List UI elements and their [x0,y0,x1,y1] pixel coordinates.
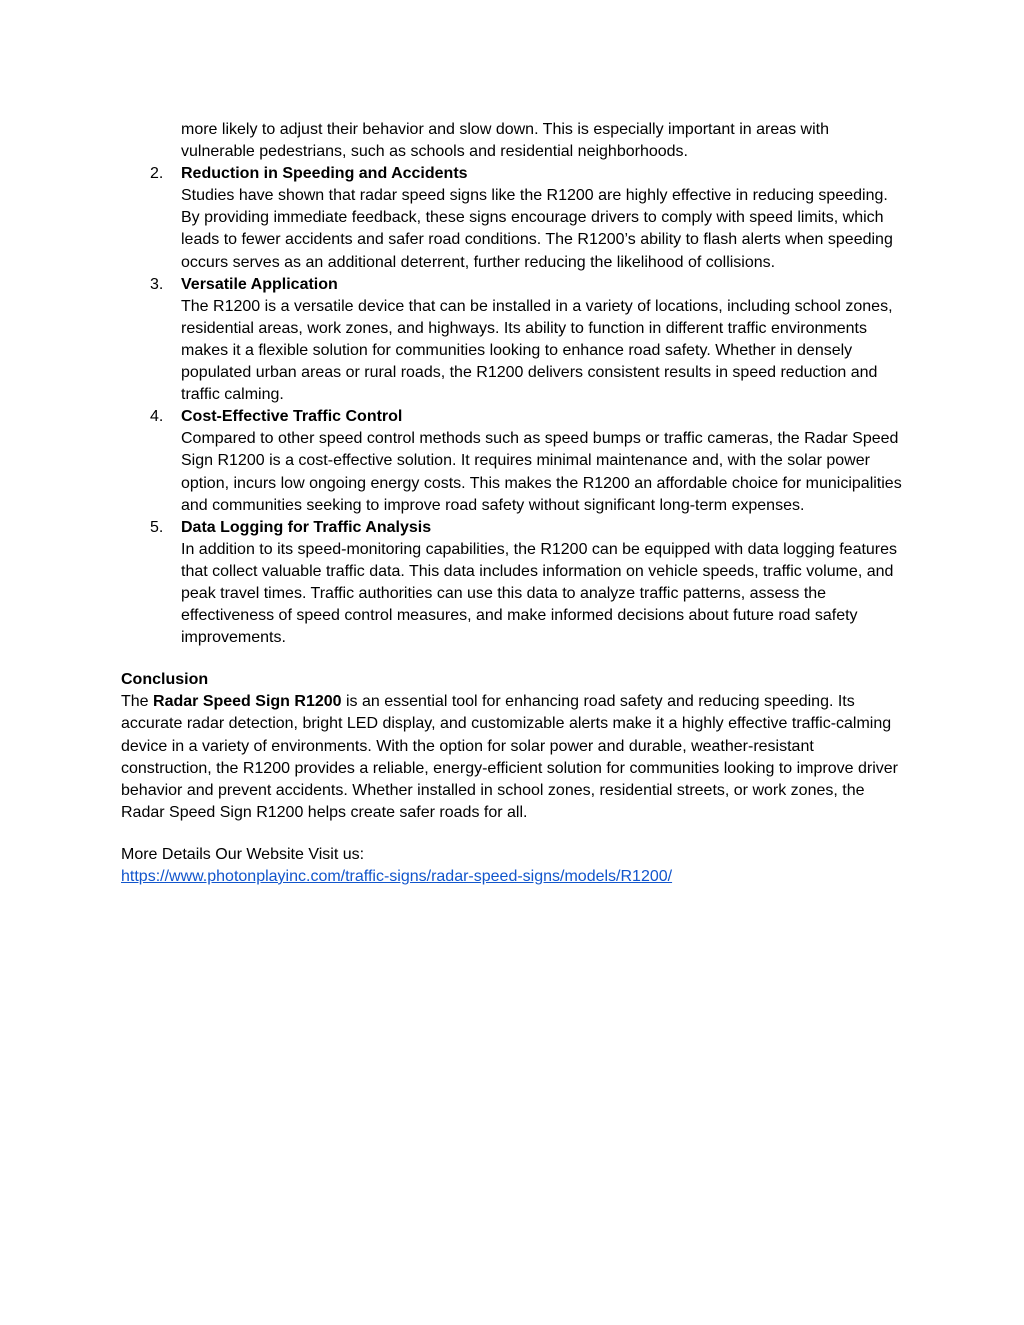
list-item-body: The R1200 is a versatile device that can be installed in a variety of locations, including school zones, residential areas, work zones, and highways. Its ability to function in different traffic environments makes it a flexible solution for communities looking to enhance road safety. Whether in densely populated urban areas or rural roads, the R1200 delivers consistent results in speed reduction and traffic calming. [181,297,893,404]
list-item-number: 2. [150,165,164,183]
more-details-section [121,844,911,888]
list-item-cost-effective [150,406,906,516]
list-item-body: Compared to other speed control methods such as speed bumps or traffic cameras, the Radar Speed Sign R1200 is a cost-effective solution. It requires minimal maintenance and, with the solar power option, incurs low ongoing energy costs. This makes the R1200 an affordable choice for municipalities and communities seeking to improve road safety without significant long-term expenses. [181,430,902,514]
list-item-title: Cost-Effective Traffic Control [181,408,403,426]
conclusion-heading: Conclusion [121,671,209,689]
conclusion-product-name: Radar Speed Sign R1200 [153,693,342,711]
list-item-number: 3. [150,275,164,293]
list-item-title: Reduction in Speeding and Accidents [181,165,468,183]
list-item-versatile-application [150,274,906,407]
website-link[interactable]: https://www.photonplayinc.com/traffic-signs/radar-speed-signs/models/R1200/ [121,868,673,885]
conclusion-section [121,669,906,824]
list-item-data-logging [150,517,906,650]
more-details-label: More Details Our Website Visit us: [121,845,365,863]
numbered-list [121,119,911,649]
list-item-body: In addition to its speed-monitoring capabilities, the R1200 can be equipped with data logging features that collect valuable traffic data. This data includes information on vehicle speeds, traffic volume, and peak travel times. Traffic authorities can use this data to analyze traffic patterns, assess the effectiveness of speed control measures, and make informed decisions about future road safety improvements. [181,540,898,647]
list-item-reduction-in-speeding [150,163,906,273]
list-continuation-text: more likely to adjust their behavior and slow down. This is especially important in areas with vulnerable pedestrians, such as schools and residential neighborhoods. [181,121,830,161]
list-item-title: Versatile Application [181,275,338,293]
conclusion-paragraph [121,691,906,824]
list-item-number: 4. [150,408,164,426]
list-item-title: Data Logging for Traffic Analysis [181,518,432,536]
document-content [121,119,911,888]
conclusion-lead: The [121,693,154,711]
conclusion-body: is an essential tool for enhancing road safety and reducing speeding. Its accurate radar detection, bright LED display, and customizable alerts make it a highly effective traffic-calming device in a variety of environments. With the option for solar power and durable, weather-resistant construction, the R1200 provides a reliable, energy-efficient solution for communities looking to improve driver behavior and prevent accidents. Whether installed in school zones, residential streets, or work zones, the Radar Speed Sign R1200 helps create safer roads for all. [121,693,898,821]
list-item-body: Studies have shown that radar speed signs like the R1200 are highly effective in reducing speeding. By providing immediate feedback, these signs encourage drivers to comply with speed limits, which leads to fewer accidents and safer road conditions. The R1200’s ability to flash alerts when speeding occurs serves as an additional deterrent, further reducing the likelihood of collisions. [181,187,893,271]
list-item-number: 5. [150,518,164,536]
